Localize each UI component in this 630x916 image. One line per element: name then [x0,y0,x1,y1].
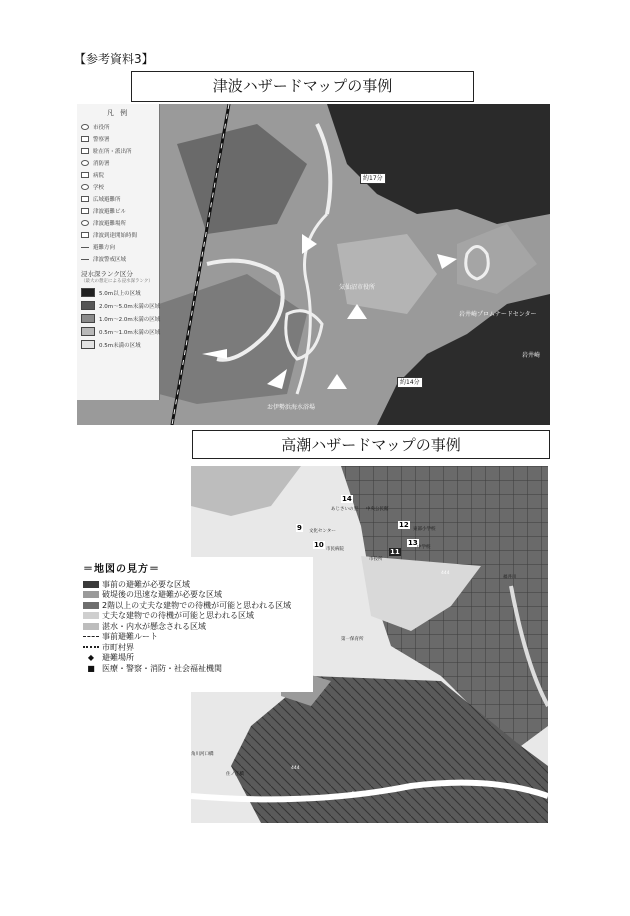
legend-row: 事前避難ルート [77,632,313,643]
place-label: お伊勢浜海水浴場 [267,404,316,411]
reference-label: 【参考資料3】 [74,52,154,66]
depth-swatch [81,301,95,310]
zone-swatch [83,612,99,619]
shelter-number: 11 [390,548,400,556]
map-small-label: あじさいの里 [331,507,358,512]
arrival-time-label: 約17分 [360,173,386,184]
shelter-number: 9 [297,524,302,532]
depth-item: 0.5m未満の区域 [77,338,159,351]
facility-marker-icon: ■ [87,663,95,673]
map-small-label: 市民病院 [326,547,344,552]
storm-surge-map-title: 高潮ハザードマップの事例 [192,430,550,459]
legend-row: 事前の避難が必要な区域 [77,579,313,590]
evacuation-building-icon [81,208,89,214]
shelter-number: 12 [399,521,409,529]
legend-item: 警察署 [77,133,159,145]
shelter-marker-icon: ◆ [87,653,95,663]
legend-row: ■ 医療・警察・消防・社会福祉機関 [77,663,313,674]
hospital-icon [81,172,89,178]
legend-item: 学校 [77,181,159,193]
shelter-number: 14 [342,495,352,503]
map-small-label: 444 [441,571,450,576]
arrival-time-label: 約14分 [397,377,423,388]
storm-surge-legend [77,557,313,692]
legend-row: 湛水・内水が懸念される区域 [77,621,313,632]
legend-row: 丈夫な建物での待機が可能と思われる区域 [77,611,313,622]
place-label: 気仙沼市役所 [339,284,376,291]
map-small-label: 文化センター [309,529,336,534]
legend-item: 駐在所・派出所 [77,145,159,157]
tsunami-map-title: 津波ハザードマップの事例 [131,71,474,102]
zone-swatch [83,623,99,630]
depth-item: 1.0m～2.0m未満の区域 [77,312,159,325]
depth-item: 5.0m以上の区域 [77,286,159,299]
fire-station-icon [81,160,89,166]
legend-item: 津波到達開始時間 [77,229,159,241]
zone-swatch [83,591,99,598]
legend-item: 市役所 [77,121,159,133]
map-small-label: 第一保育所 [341,637,364,642]
boundary-line-icon [83,646,99,648]
zone-swatch [83,602,99,609]
evacuation-site-icon [81,220,89,226]
tsunami-legend-title: 凡 例 [106,109,130,117]
legend-item: 病院 [77,169,159,181]
route-line-icon [83,636,99,637]
map-small-label: 444 [291,766,300,771]
wide-area-shelter-icon [81,196,89,202]
shelter-number: 10 [314,541,324,549]
legend-item: 避難方向 [77,241,159,253]
police-icon [81,136,89,142]
legend-row: 市町村界 [77,642,313,653]
warning-zone-line-icon [81,259,89,260]
map-small-label: 東部小学校 [413,527,436,532]
legend-item: 消防署 [77,157,159,169]
map-small-label: 市役所 [369,557,383,562]
map-small-label: 中学校 [417,545,431,550]
legend-row: 破堤後の迅速な避難が必要な区域 [77,590,313,601]
depth-item: 2.0m～5.0m未満の区域 [77,299,159,312]
legend-item: 津波避難ビル [77,205,159,217]
legend-item: 広域避難所 [77,193,159,205]
legend-item: 津波避難場所 [77,217,159,229]
depth-swatch [81,314,95,323]
legend-row: 2階以上の丈夫な建物での待機が可能と思われる区域 [77,600,313,611]
shelter-number: 13 [408,539,418,547]
depth-swatch [81,340,95,349]
legend-row: ◆ 避難場所 [77,653,313,664]
place-label: 岩井崎プロムナードセンター [459,311,537,318]
map-small-label: 角川河口橋 [191,752,214,757]
depth-rank-title: 浸水深ランク区分 [81,270,133,278]
depth-rank-note: （最大の想定による浸水深ランク） [81,279,153,284]
evacuation-direction-icon [81,247,89,248]
storm-surge-legend-title: ＝地図の見方＝ [83,564,160,575]
city-hall-icon [81,124,89,130]
map-small-label: 角川 [351,792,360,797]
place-label: 岩井崎 [522,352,541,359]
depth-swatch [81,327,95,336]
tsunami-legend [77,104,160,400]
map-small-label: 住ノ江橋 [226,772,244,777]
tsunami-hazard-map [77,104,550,425]
police-box-icon [81,148,89,154]
arrival-time-icon [81,232,89,238]
map-small-label: 福井川 [503,575,517,580]
depth-swatch [81,288,95,297]
map-small-label: 中央公民館 [366,507,389,512]
zone-swatch [83,581,99,588]
legend-item: 津波警戒区域 [77,253,159,265]
depth-item: 0.5m～1.0m未満の区域 [77,325,159,338]
school-icon [81,184,89,190]
